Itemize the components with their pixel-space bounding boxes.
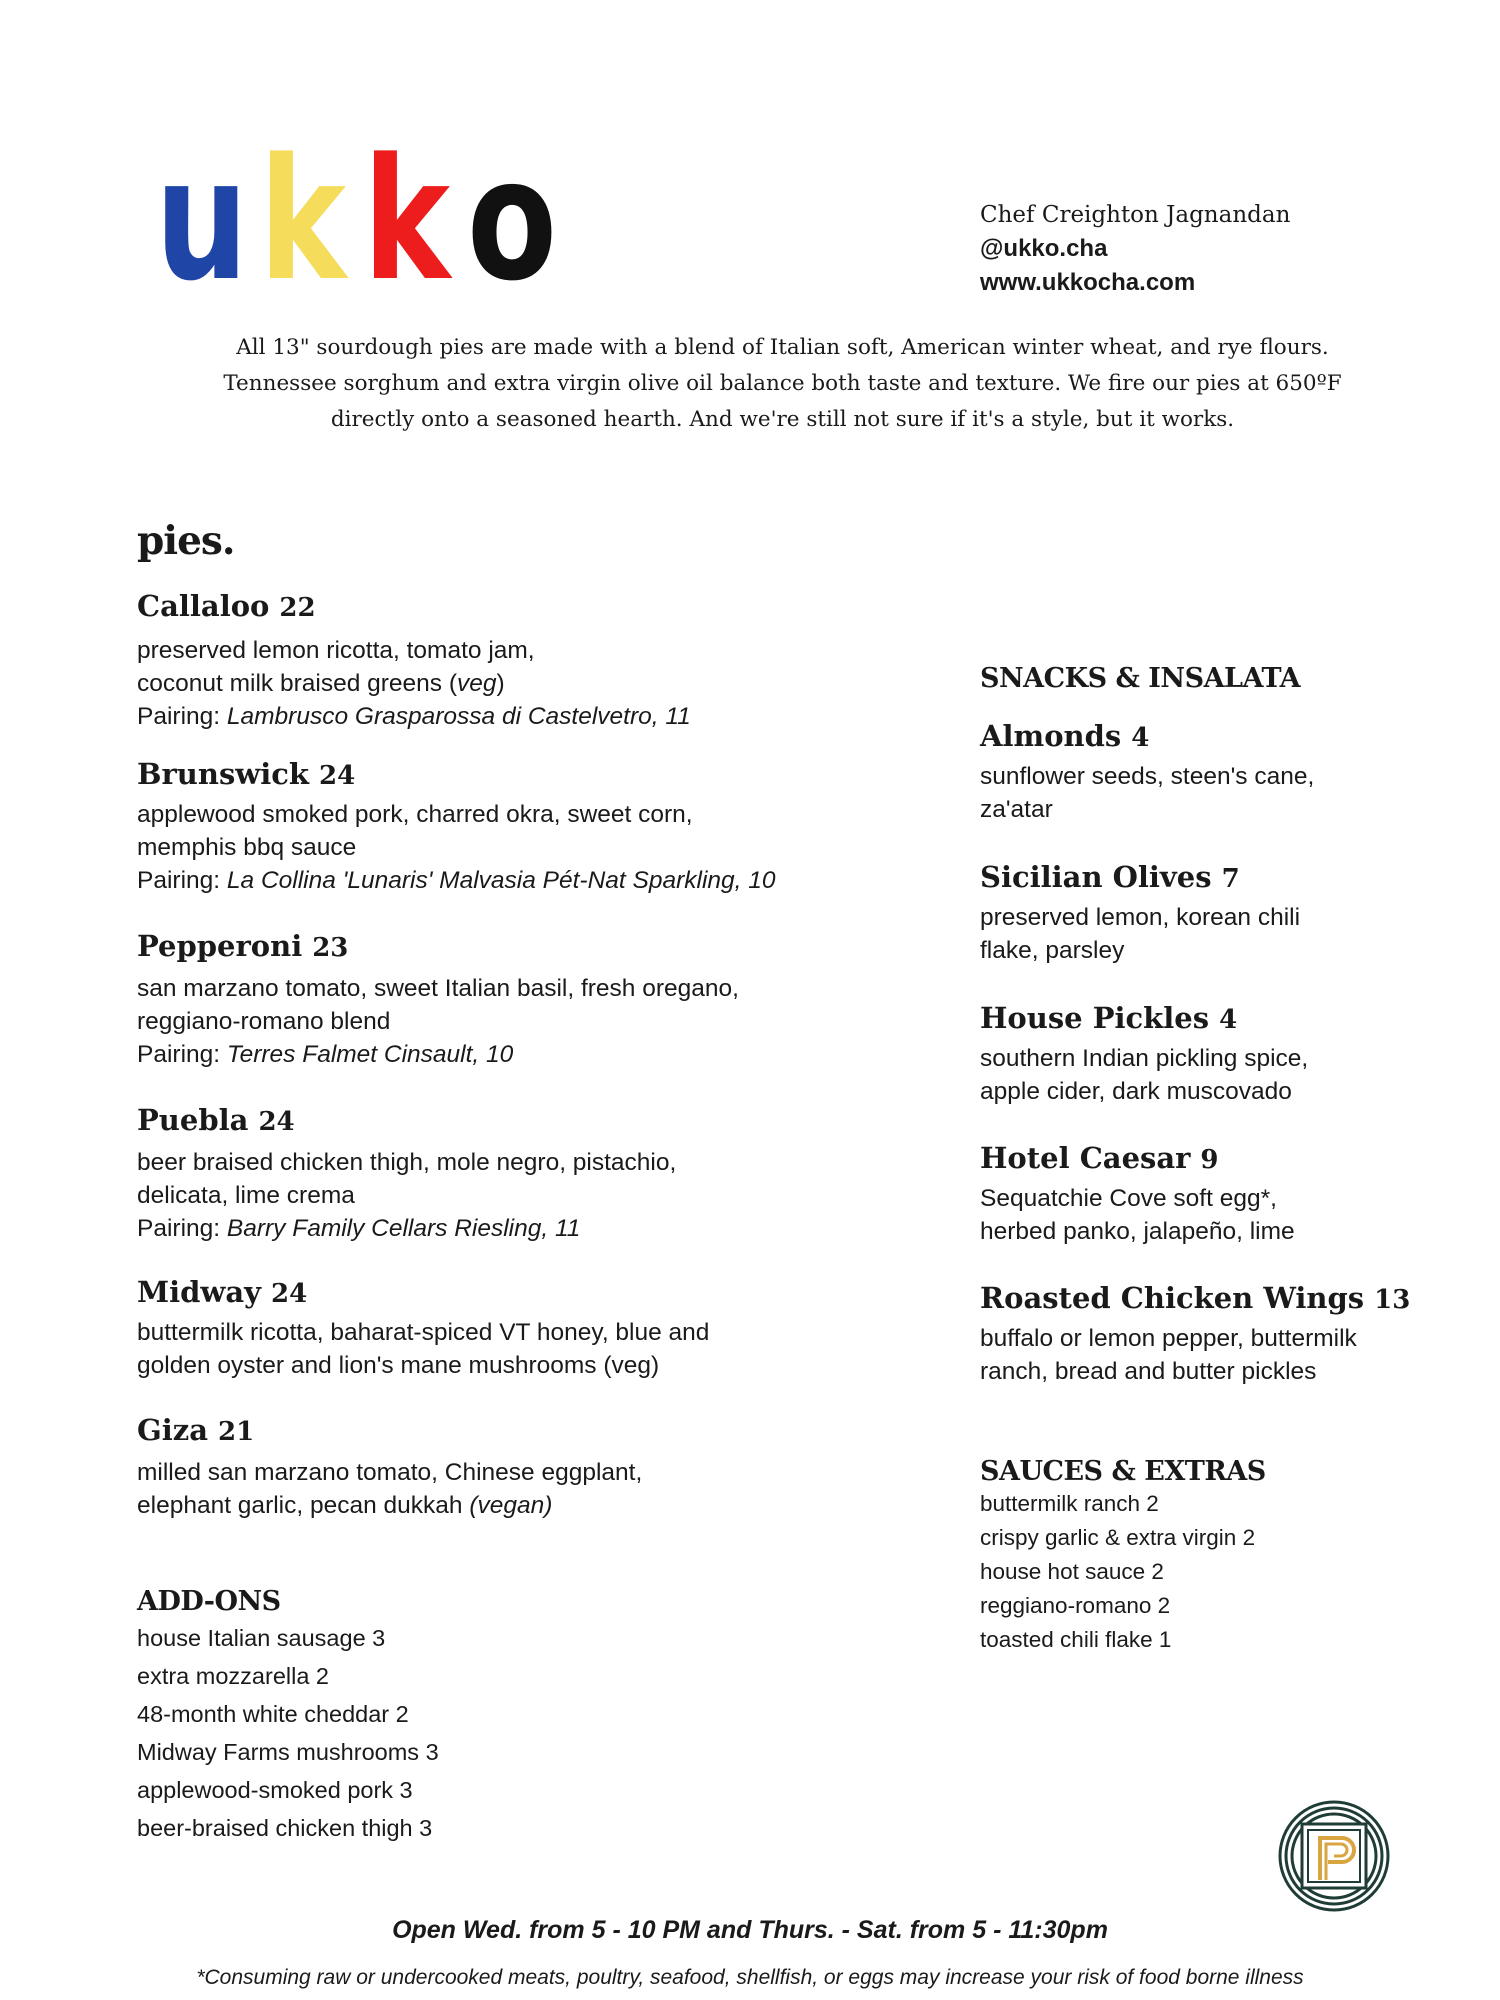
logo-letter-o: o — [467, 122, 558, 318]
desc-line: reggiano-romano blend — [137, 1008, 391, 1035]
desc-line: applewood smoked pork, charred okra, sweet corn, — [137, 801, 693, 828]
desc-line: Sequatchie Cove soft egg*, — [980, 1185, 1277, 1212]
item-description — [980, 1042, 1308, 1108]
item-description — [980, 760, 1314, 826]
list-item: toasted chili flake 1 — [980, 1627, 1172, 1652]
desc-line: sunflower seeds, steen's cane, — [980, 763, 1315, 790]
item-description — [980, 1182, 1295, 1248]
list-item: house hot sauce 2 — [980, 1559, 1164, 1584]
item-name: Hotel Caesar — [980, 1141, 1191, 1175]
item-price: 13 — [1374, 1285, 1411, 1315]
intro-line: All 13" sourdough pies are made with a blend of Italian soft, American winter wheat, and rye flours. — [236, 335, 1329, 360]
desc-line: flake, parsley — [980, 937, 1125, 964]
p-logo-badge-icon — [1278, 1800, 1390, 1912]
pies-heading: pies. — [137, 518, 235, 564]
item-description — [137, 972, 739, 1071]
item-name: Sicilian Olives — [980, 860, 1212, 894]
item-name: Pepperoni — [137, 929, 303, 963]
item-name: Puebla — [137, 1103, 249, 1137]
pairing-line: Pairing: Barry Family Cellars Riesling, 11 — [137, 1215, 581, 1242]
item-name: Callaloo — [137, 589, 270, 623]
logo-letter-k1: k — [259, 122, 347, 318]
desc-line: delicata, lime crema — [137, 1182, 355, 1209]
list-item: beer-braised chicken thigh 3 — [137, 1815, 433, 1841]
pairing-line: Pairing: Lambrusco Grasparossa di Castelvetro, 11 — [137, 703, 691, 730]
desc-line: milled san marzano tomato, Chinese eggplant, — [137, 1459, 643, 1486]
desc-line: san marzano tomato, sweet Italian basil, fresh oregano, — [137, 975, 739, 1002]
desc-line: buffalo or lemon pepper, buttermilk — [980, 1325, 1357, 1352]
item-description — [137, 1456, 642, 1522]
item-name: Almonds — [980, 719, 1122, 753]
snack-item-hotel-caesar — [980, 1140, 1295, 1248]
item-price: 9 — [1200, 1145, 1219, 1175]
item-description — [980, 1322, 1410, 1388]
sauces-section — [980, 1456, 1266, 1657]
item-price: 24 — [258, 1107, 295, 1137]
snacks-heading: SNACKS & INSALATA — [980, 663, 1301, 694]
desc-line: elephant garlic, pecan dukkah (vegan) — [137, 1492, 553, 1519]
list-item: buttermilk ranch 2 — [980, 1491, 1159, 1516]
item-name: House Pickles — [980, 1001, 1210, 1035]
chef-name: Chef Creighton Jagnandan — [980, 202, 1291, 228]
health-warning: *Consuming raw or undercooked meats, poultry, seafood, shellfish, or eggs may increase your risk of food borne illness — [196, 1966, 1304, 1989]
item-description — [137, 634, 691, 733]
item-name: Giza — [137, 1413, 209, 1447]
item-price: 24 — [271, 1279, 308, 1309]
addons-section — [137, 1586, 439, 1847]
pie-item-giza — [137, 1412, 642, 1522]
snack-item-almonds — [980, 718, 1314, 826]
snack-item-sicilian-olives — [980, 859, 1300, 967]
item-description — [980, 901, 1300, 967]
desc-line: za'atar — [980, 796, 1053, 823]
opening-hours: Open Wed. from 5 - 10 PM and Thurs. - Sat. from 5 - 11:30pm — [392, 1916, 1108, 1944]
item-name: Brunswick — [137, 757, 310, 791]
website-link[interactable]: www.ukkocha.com — [980, 269, 1196, 296]
intro-line: Tennessee sorghum and extra virgin olive oil balance both taste and texture. We fire our pies at 650ºF — [223, 371, 1342, 396]
list-item: applewood-smoked pork 3 — [137, 1777, 413, 1803]
item-description — [137, 1146, 676, 1245]
ukko-logo — [155, 122, 558, 318]
logo-letter-k2: k — [363, 122, 451, 318]
desc-line: golden oyster and lion's mane mushrooms (veg) — [137, 1352, 660, 1379]
list-item: reggiano-romano 2 — [980, 1593, 1171, 1618]
item-price: 7 — [1221, 864, 1240, 894]
pie-item-pepperoni — [137, 928, 739, 1071]
item-description — [137, 798, 776, 897]
list-item: Midway Farms mushrooms 3 — [137, 1739, 439, 1765]
desc-line: southern Indian pickling spice, — [980, 1045, 1309, 1072]
item-price: 21 — [218, 1417, 255, 1447]
item-description — [137, 1316, 709, 1382]
pie-item-midway — [137, 1274, 709, 1382]
desc-line: preserved lemon ricotta, tomato jam, — [137, 637, 535, 664]
list-item: extra mozzarella 2 — [137, 1663, 329, 1689]
desc-line: preserved lemon, korean chili — [980, 904, 1301, 931]
list-item: 48-month white cheddar 2 — [137, 1701, 409, 1727]
intro-paragraph — [160, 330, 1405, 438]
pairing-line: Pairing: Terres Falmet Cinsault, 10 — [137, 1041, 514, 1068]
item-name: Midway — [137, 1275, 262, 1309]
intro-line: directly onto a seasoned hearth. And we're still not sure if it's a style, but it works. — [330, 407, 1235, 432]
item-price: 22 — [279, 593, 316, 623]
desc-line: memphis bbq sauce — [137, 834, 357, 861]
desc-line: beer braised chicken thigh, mole negro, pistachio, — [137, 1149, 677, 1176]
instagram-handle[interactable]: @ukko.cha — [980, 235, 1108, 262]
chef-info — [980, 198, 1290, 300]
list-item: house Italian sausage 3 — [137, 1625, 386, 1651]
desc-line: apple cider, dark muscovado — [980, 1078, 1292, 1105]
desc-line: herbed panko, jalapeño, lime — [980, 1218, 1295, 1245]
item-price: 4 — [1131, 723, 1150, 753]
pairing-line: Pairing: La Collina 'Lunaris' Malvasia Pét-Nat Sparkling, 10 — [137, 867, 776, 894]
snack-item-house-pickles — [980, 1000, 1308, 1108]
desc-line: ranch, bread and butter pickles — [980, 1358, 1317, 1385]
list-item: crispy garlic & extra virgin 2 — [980, 1525, 1256, 1550]
pie-item-brunswick — [137, 756, 776, 897]
pie-item-puebla — [137, 1102, 676, 1245]
addons-heading: ADD-ONS — [137, 1586, 281, 1617]
desc-line: coconut milk braised greens (veg) — [137, 670, 505, 697]
sauces-heading: SAUCES & EXTRAS — [980, 1456, 1266, 1487]
item-price: 24 — [319, 761, 356, 791]
pie-item-callaloo — [137, 588, 691, 733]
item-price: 4 — [1219, 1005, 1238, 1035]
desc-line: buttermilk ricotta, baharat-spiced VT honey, blue and — [137, 1319, 710, 1346]
snack-item-chicken-wings — [980, 1280, 1410, 1388]
item-price: 23 — [312, 933, 349, 963]
logo-letter-u: u — [155, 122, 249, 318]
item-name: Roasted Chicken Wings — [980, 1281, 1365, 1315]
